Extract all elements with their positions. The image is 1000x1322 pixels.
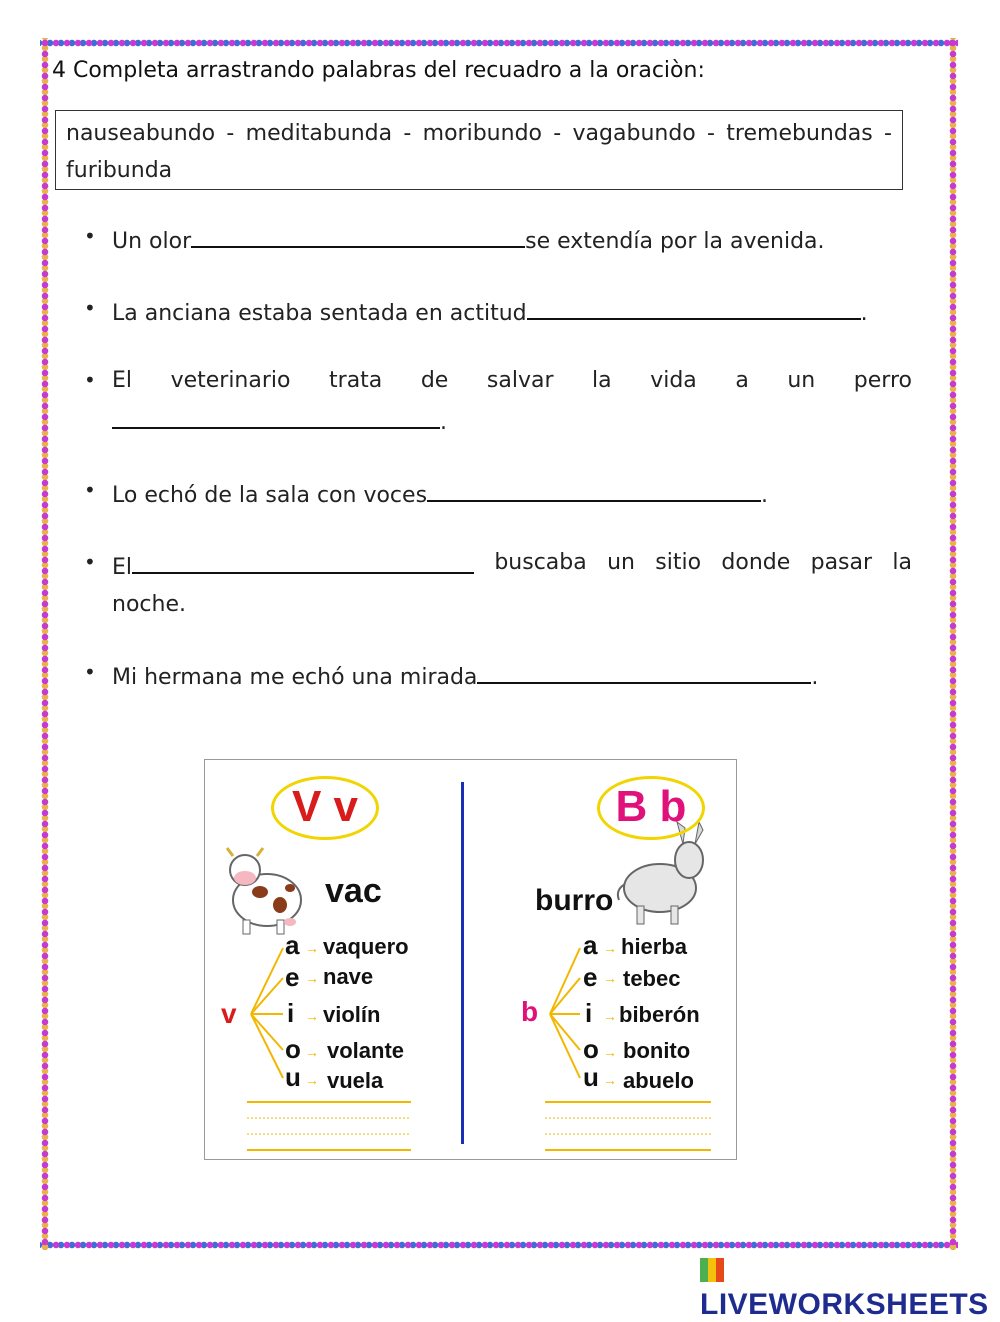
arrow-icon: →	[603, 1072, 617, 1088]
arrow-icon: →	[603, 1044, 617, 1060]
decorative-border-top	[40, 38, 958, 48]
word: veterinario	[170, 368, 291, 393]
vowel: o	[583, 1034, 599, 1064]
arrow-icon: →	[603, 970, 617, 986]
answer-blank-1[interactable]	[191, 218, 525, 248]
example-word: tebec	[623, 966, 681, 991]
liveworksheets-logo[interactable]	[700, 1254, 1000, 1322]
vowel: o	[285, 1034, 301, 1064]
panel-divider	[461, 782, 464, 1144]
vowel: e	[583, 962, 598, 992]
word: a	[735, 368, 749, 393]
word: un	[787, 368, 816, 393]
vowel: i	[585, 998, 593, 1028]
example-word: volante	[327, 1038, 405, 1063]
letter-b-heading: B b	[597, 776, 705, 840]
word: de	[420, 368, 449, 393]
example-word: vaquero	[323, 934, 409, 959]
word: salvar	[486, 368, 554, 393]
sentence-3-line-2	[112, 399, 912, 441]
exercise-instruction: 4 Completa arrastrando palabras del recuadro a la oraciòn:	[52, 58, 705, 83]
decorative-border-bottom	[40, 1240, 958, 1250]
vowel: a	[285, 930, 300, 960]
example-word: abuelo	[623, 1068, 694, 1093]
sentence-4-before: Lo echó de la sala con voces	[112, 483, 428, 508]
example-word: violín	[323, 1002, 381, 1027]
arrow-icon: →	[305, 940, 319, 956]
sentence-3-after: .	[440, 410, 447, 435]
sentence-1-after: se extendía por la avenida.	[525, 229, 825, 254]
example-word: biberón	[619, 1002, 700, 1027]
root-letter-v: v	[221, 998, 237, 1029]
sentence-5-line-2: noche.	[112, 592, 186, 617]
sentence-4	[112, 472, 912, 514]
word: donde	[721, 550, 791, 575]
word: la	[892, 550, 912, 575]
sentence-6-after: .	[811, 665, 819, 690]
example-word: bonito	[623, 1038, 691, 1063]
sentence-1	[112, 218, 912, 260]
word: sitio	[655, 550, 702, 575]
sentence-5	[112, 544, 912, 623]
vowel: u	[285, 1062, 301, 1092]
sentence-5-before: El	[112, 555, 133, 580]
answer-blank-4[interactable]	[427, 472, 761, 502]
letter-v-heading: V v	[271, 776, 379, 840]
word: buscaba	[494, 550, 587, 575]
word: trata	[329, 368, 383, 393]
vowel: i	[287, 998, 295, 1028]
vowel: e	[285, 962, 300, 992]
sentence-2-before: La anciana estaba sentada en actitud	[112, 301, 527, 326]
sentence-2-after: .	[860, 301, 868, 326]
sentence-1-before: Un olor	[112, 229, 192, 254]
example-word: hierba	[621, 934, 688, 959]
word-vac: vac	[325, 872, 382, 910]
sentence-5-line-1	[112, 544, 912, 586]
example-word: nave	[323, 964, 374, 989]
word: • El	[112, 368, 133, 393]
sentence-4-after: .	[761, 483, 769, 508]
sentence-3-line-1	[112, 362, 912, 399]
word: vida	[650, 368, 697, 393]
sentence-6-before: Mi hermana me echó una mirada	[112, 665, 478, 690]
answer-blank-2[interactable]	[527, 290, 861, 320]
word-bank-box	[55, 110, 903, 190]
answer-blank-6[interactable]	[477, 654, 811, 684]
decorative-border-right	[948, 38, 958, 1250]
arrow-icon: →	[603, 1008, 617, 1024]
cow-illustration	[227, 848, 301, 934]
word-burro: burro	[535, 884, 614, 917]
example-word: vuela	[327, 1068, 384, 1093]
v-b-illustration	[204, 759, 737, 1160]
decorative-border-left	[40, 38, 50, 1250]
arrow-icon: →	[305, 1044, 319, 1060]
sentence-2	[112, 290, 912, 332]
arrow-icon: →	[305, 1008, 319, 1024]
vowel: u	[583, 1062, 599, 1092]
answer-blank-5[interactable]	[132, 544, 474, 574]
arrow-icon: →	[305, 970, 319, 986]
answer-blank-3[interactable]	[112, 399, 440, 429]
sentence-6	[112, 654, 912, 696]
word: perro	[853, 368, 912, 393]
root-letter-b: b	[521, 996, 539, 1027]
word: la	[592, 368, 612, 393]
word: un	[607, 550, 635, 575]
word-bank-text: nauseabundo - meditabunda - moribundo - vagabundo - tremebundas - furibunda	[66, 121, 892, 183]
arrow-icon: →	[305, 1072, 319, 1088]
liveworksheets-logo-icon	[700, 1258, 724, 1282]
sentence-3	[112, 362, 912, 441]
vowel: a	[583, 930, 598, 960]
word: pasar	[810, 550, 873, 575]
liveworksheets-logo-text: LIVEWORKSHEETS	[700, 1288, 989, 1321]
arrow-icon: →	[603, 940, 617, 956]
